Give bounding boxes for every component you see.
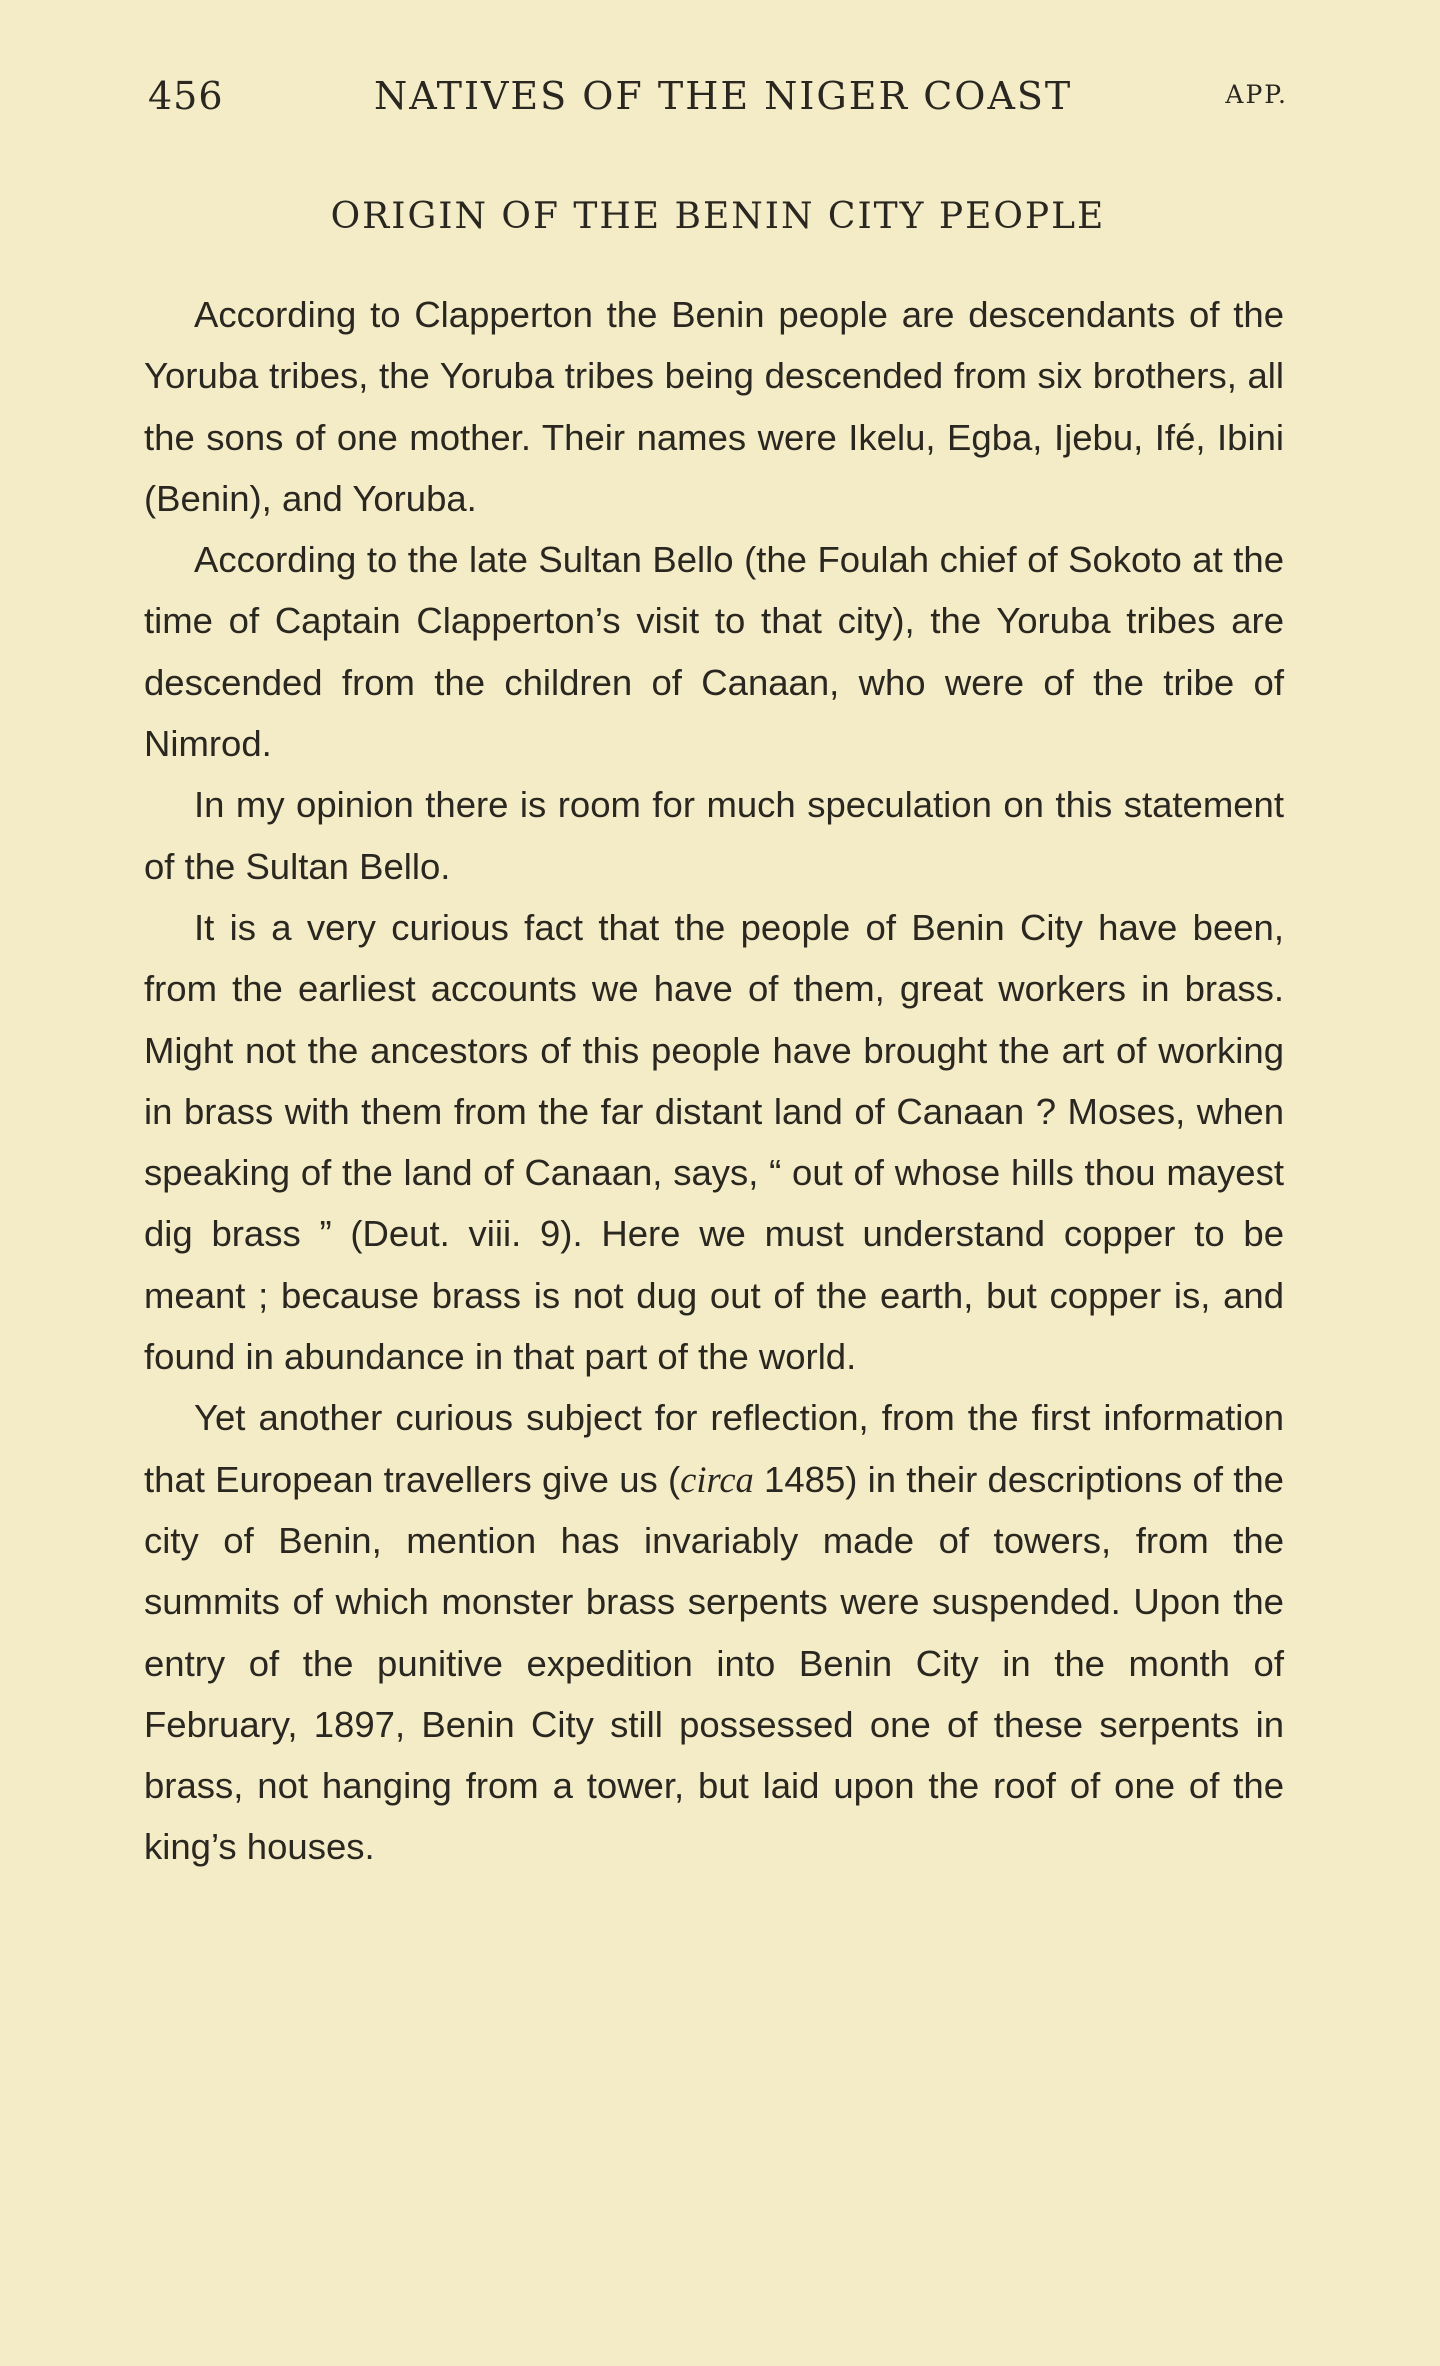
running-head xyxy=(148,74,1288,134)
body-text xyxy=(144,284,1284,1878)
paragraph: According to the late Sultan Bello (the Foulah chief of Sokoto at the time of Captain Clapperton’s visit to that city), the Yoruba tribes are descended from the children of Canaan, who were of the tribe of Nimrod. xyxy=(144,539,1284,765)
section-marker: APP. xyxy=(1225,80,1288,109)
section-title: ORIGIN OF THE BENIN CITY PEOPLE xyxy=(330,196,1106,237)
paragraph-text: 1485) in their descriptions of the city of Benin, mention has invariably made of towers, from the summits of which monster brass serpents were suspended. Upon the entry of the punitive expedition into Benin City in the month of February, 1897, Benin City still possessed one of these serpents in brass, not hanging from a tower, but laid upon the roof of one of the king’s houses. xyxy=(144,1458,1284,1868)
running-title: NATIVES OF THE NIGER COAST xyxy=(374,74,1073,118)
page-number: 456 xyxy=(148,74,224,118)
paragraph: According to Clapperton the Benin people are descendants of the Yoruba tribes, the Yoruba tribes being descended from six brothers, all the sons of one mother. Their names were Ikelu, Egba, Ijebu, Ifé, Ibini (Benin), and Yoruba. xyxy=(144,294,1284,519)
paragraph-text: Yet another curious subject for reflection, from the first information that European travellers give us ( xyxy=(144,1397,1284,1500)
paragraph: In my opinion there is room for much speculation on this statement of the Sultan Bello. xyxy=(144,784,1284,887)
paragraph xyxy=(144,1387,1284,1877)
paragraph: It is a very curious fact that the people of Benin City have been, from the earliest accounts we have of them, great workers in brass. Might not the ancestors of this people have brought the art of working in brass with them from the far distant land of Canaan ? Moses, when speaking of the land of Canaan, says, “ out of whose hills thou mayest dig brass ” (Deut. viii. 9). Here we must understand copper to be meant ; because brass is not dug out of the earth, but copper is, and found in abundance in that part of the world. xyxy=(144,906,1284,1378)
italic-term: circa xyxy=(680,1458,754,1500)
